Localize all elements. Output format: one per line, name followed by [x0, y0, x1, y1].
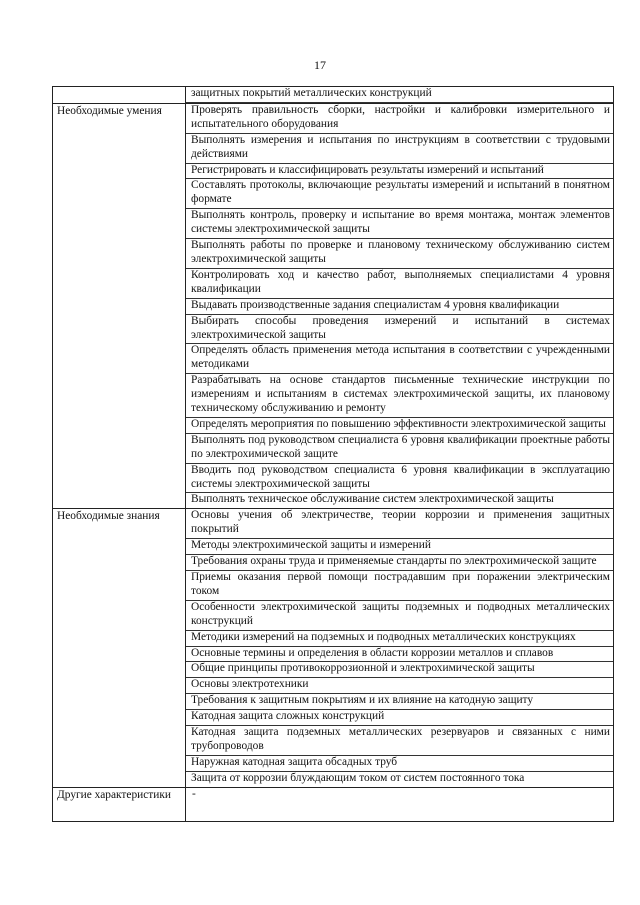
list-item: Основные термины и определения в области коррозии металлов и сплавов	[186, 647, 613, 663]
list-item: Общие принципы противокоррозионной и электрохимической защиты	[186, 662, 613, 678]
list-item: Основы электротехники	[186, 678, 613, 694]
table-row-other	[53, 787, 614, 821]
table-row-skills	[53, 103, 614, 508]
section-label-skills: Необходимые умения	[57, 104, 162, 117]
list-item: Выполнять контроль, проверку и испытание во время монтажа, монтаж элементов системы электрохимической защиты	[186, 209, 613, 239]
list-item: Выполнять под руководством специалиста 6 уровня квалификации проектные работы по электрохимической защите	[186, 434, 613, 464]
table-row-continuation	[53, 87, 614, 104]
list-item: Определять область применения метода испытания в соответствии с учрежденными методиками	[186, 344, 613, 374]
list-item: Выдавать производственные задания специалистам 4 уровня квалификации	[186, 299, 613, 315]
qualification-table	[52, 86, 614, 822]
skills-list	[186, 104, 613, 508]
list-item: Определять мероприятия по повышению эффективности электрохимической защиты	[186, 418, 613, 434]
list-item: Выполнять техническое обслуживание систем электрохимической защиты	[191, 493, 554, 506]
list-item: Требования охраны труда и применяемые стандарты по электрохимической защите	[186, 555, 613, 571]
list-item: Катодная защита сложных конструкций	[186, 710, 613, 726]
list-item: Методики измерений на подземных и подводных металлических конструкциях	[186, 631, 613, 647]
knowledge-list	[186, 509, 613, 786]
list-item: Контролировать ход и качество работ, выполняемых специалистами 4 уровня квалификации	[186, 269, 613, 299]
list-item: Приемы оказания первой помощи пострадавшим при поражении электрическим током	[186, 571, 613, 601]
empty-value-dash: -	[192, 787, 196, 800]
list-item: Разрабатывать на основе стандартов письменные технические инструкции по измерениям и испытаниям в системах электрохимической защиты, их плановому техническому обслуживанию и ремонту	[186, 374, 613, 418]
list-item: Выбирать способы проведения измерений и испытаний в системах электрохимической защиты	[186, 315, 613, 345]
items-cell-continuation	[186, 87, 614, 104]
page-number: 17	[314, 58, 326, 72]
items-cell-other	[186, 787, 614, 821]
items-cell-knowledge	[186, 509, 614, 787]
list-item: Защита от коррозии блуждающим током от систем постоянного тока	[191, 771, 525, 784]
list-item: Методы электрохимической защиты и измерений	[186, 539, 613, 555]
list-item: Особенности электрохимической защиты подземных и подводных металлических конструкций	[186, 601, 613, 631]
list-item: Выполнять работы по проверке и плановому техническому обслуживанию систем электрохимической защиты	[186, 239, 613, 269]
list-item: Проверять правильность сборки, настройки и калибровки измерительного и испытательного оборудования	[186, 104, 613, 134]
list-item: Требования к защитным покрытиям и их влияние на катодную защиту	[186, 694, 613, 710]
section-label-knowledge: Необходимые знания	[57, 510, 160, 523]
list-item: Вводить под руководством специалиста 6 уровня квалификации в эксплуатацию системы электрохимической защиты	[186, 464, 613, 494]
list-item: Регистрировать и классифицировать результаты измерений и испытаний	[186, 164, 613, 180]
list-item: Катодная защита подземных металлических резервуаров и связанных с ними трубопроводов	[186, 726, 613, 756]
list-item: Наружная катодная защита обсадных труб	[186, 756, 613, 772]
label-cell-other	[53, 787, 186, 821]
label-cell-knowledge	[53, 509, 186, 787]
list-item: Составлять протоколы, включающие результаты измерений и испытаний в понятном формате	[186, 179, 613, 209]
continuation-text: защитных покрытий металлических конструкций	[186, 87, 613, 103]
label-cell-empty	[53, 87, 186, 104]
label-cell-skills	[53, 103, 186, 508]
list-item: Выполнять измерения и испытания по инструкциям в соответствии с трудовыми действиями	[186, 134, 613, 164]
items-cell-skills	[186, 103, 614, 508]
section-label-other: Другие характеристики	[57, 788, 172, 801]
list-item: Основы учения об электричестве, теории коррозии и применения защитных покрытий	[186, 509, 613, 539]
table-row-knowledge	[53, 509, 614, 787]
